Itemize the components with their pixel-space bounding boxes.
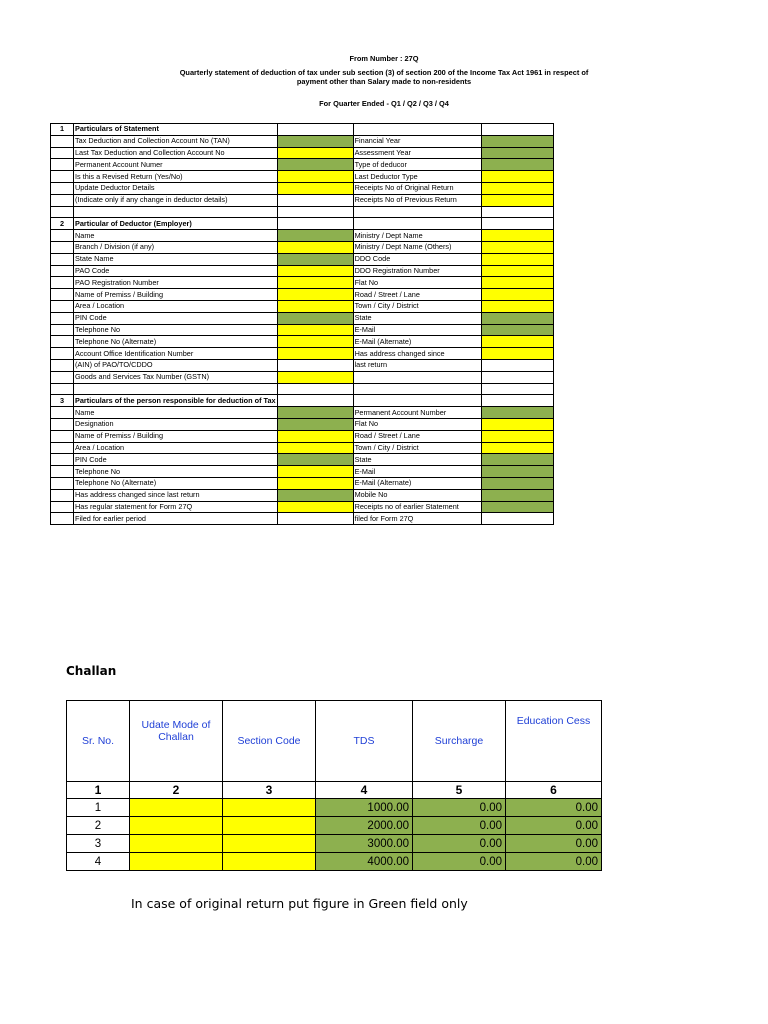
blank-row (51, 383, 554, 395)
field-label: (Indicate only if any change in deductor details) (74, 194, 278, 206)
blank-cell (353, 383, 481, 395)
field-label: Branch / Division (if any) (74, 241, 278, 253)
header-section-code: Section Code (223, 701, 316, 782)
field-label: Permanent Account Numer (74, 159, 278, 171)
form-row (51, 489, 554, 501)
field-input-cell[interactable] (277, 454, 353, 466)
blank-cell (353, 124, 481, 136)
field-label: Account Office Identification Number (74, 348, 278, 360)
tds-input[interactable]: 4000.00 (316, 853, 413, 871)
field-input-cell[interactable] (277, 489, 353, 501)
field-input-cell[interactable] (481, 324, 553, 336)
field-label: Town / City / District (353, 300, 481, 312)
challan-row (67, 817, 602, 835)
field-label: Name (74, 230, 278, 242)
row-number-cell (51, 348, 74, 360)
field-label: E-Mail (353, 324, 481, 336)
form-row (51, 371, 554, 383)
quarter-label: For Quarter Ended - Q1 / Q2 / Q3 / Q4 (319, 99, 449, 108)
form-number: From Number : 27Q (349, 54, 419, 63)
tds-input[interactable]: 2000.00 (316, 817, 413, 835)
row-number-cell (51, 289, 74, 301)
form-row (51, 182, 554, 194)
field-label: Town / City / District (353, 442, 481, 454)
education-cess-input[interactable]: 0.00 (506, 817, 602, 835)
field-label: PIN Code (74, 454, 278, 466)
field-input-cell[interactable] (481, 371, 553, 383)
row-number-cell (51, 407, 74, 419)
row-number-cell (51, 147, 74, 159)
field-input-cell[interactable] (481, 182, 553, 194)
field-input-cell[interactable] (277, 324, 353, 336)
field-label: DDO Registration Number (353, 265, 481, 277)
field-input-cell[interactable] (481, 359, 553, 371)
row-number-cell (51, 182, 74, 194)
field-input-cell[interactable] (277, 312, 353, 324)
field-input-cell[interactable] (277, 348, 353, 360)
header-update-mode: Udate Mode of Challan (130, 701, 223, 782)
blank-cell (481, 206, 553, 218)
blank-cell (481, 218, 553, 230)
field-label: Financial Year (353, 135, 481, 147)
section-number: 1 (51, 124, 74, 136)
tds-input[interactable]: 3000.00 (316, 835, 413, 853)
blank-cell (481, 383, 553, 395)
sr-no-cell: 1 (67, 799, 130, 817)
row-number-cell (51, 501, 74, 513)
blank-cell (277, 395, 353, 407)
challan-title: Challan (66, 664, 117, 678)
form-row (51, 230, 554, 242)
field-label: (AIN) of PAO/TO/CDDO (74, 359, 278, 371)
field-input-cell[interactable] (277, 418, 353, 430)
blank-cell (277, 218, 353, 230)
field-label: DDO Code (353, 253, 481, 265)
field-input-cell[interactable] (481, 336, 553, 348)
section-number: 2 (51, 218, 74, 230)
field-label: filed for Form 27Q (353, 513, 481, 525)
form-row (51, 477, 554, 489)
row-number-cell (51, 265, 74, 277)
row-number-cell (51, 418, 74, 430)
field-label: Type of deducor (353, 159, 481, 171)
challan-row (67, 853, 602, 871)
field-input-cell[interactable] (481, 501, 553, 513)
blank-row (51, 206, 554, 218)
challan-column-numbers (67, 782, 602, 799)
field-label: E-Mail (353, 466, 481, 478)
field-label: Goods and Services Tax Number (GSTN) (74, 371, 278, 383)
blank-cell (74, 383, 278, 395)
column-number: 6 (506, 782, 602, 799)
field-label (353, 371, 481, 383)
form-row (51, 241, 554, 253)
form-row (51, 418, 554, 430)
column-number: 5 (413, 782, 506, 799)
field-input-cell[interactable] (481, 466, 553, 478)
sr-no-cell: 2 (67, 817, 130, 835)
blank-cell (481, 124, 553, 136)
field-label: PAO Registration Number (74, 277, 278, 289)
field-input-cell[interactable] (277, 289, 353, 301)
section-code-input[interactable] (223, 853, 316, 871)
section-code-input[interactable] (223, 799, 316, 817)
update-mode-input[interactable] (130, 799, 223, 817)
row-number-cell (51, 513, 74, 525)
surcharge-input[interactable]: 0.00 (413, 853, 506, 871)
field-input-cell[interactable] (481, 418, 553, 430)
form-row (51, 513, 554, 525)
blank-cell (51, 383, 74, 395)
field-label: E-Mail (Alternate) (353, 477, 481, 489)
field-input-cell[interactable] (277, 359, 353, 371)
field-input-cell[interactable] (277, 253, 353, 265)
field-input-cell[interactable] (481, 407, 553, 419)
row-number-cell (51, 442, 74, 454)
tds-input[interactable]: 1000.00 (316, 799, 413, 817)
field-input-cell[interactable] (481, 135, 553, 147)
field-label: Permanent Account Number (353, 407, 481, 419)
form-row (51, 312, 554, 324)
field-input-cell[interactable] (481, 241, 553, 253)
form-row (51, 135, 554, 147)
row-number-cell (51, 253, 74, 265)
row-number-cell (51, 277, 74, 289)
header-tds: TDS (316, 701, 413, 782)
field-input-cell[interactable] (277, 135, 353, 147)
education-cess-input[interactable]: 0.00 (506, 853, 602, 871)
field-input-cell[interactable] (481, 489, 553, 501)
statement-form-table (50, 123, 554, 525)
header-sr-no: Sr. No. (67, 701, 130, 782)
challan-row (67, 835, 602, 853)
field-label: Ministry / Dept Name (Others) (353, 241, 481, 253)
row-number-cell (51, 359, 74, 371)
blank-cell (353, 206, 481, 218)
field-input-cell[interactable] (481, 171, 553, 183)
surcharge-input[interactable]: 0.00 (413, 835, 506, 853)
field-label: Filed for earlier period (74, 513, 278, 525)
field-label: Assessment Year (353, 147, 481, 159)
field-input-cell[interactable] (277, 501, 353, 513)
field-input-cell[interactable] (277, 194, 353, 206)
field-input-cell[interactable] (481, 253, 553, 265)
field-input-cell[interactable] (481, 454, 553, 466)
field-label: Has address changed since (353, 348, 481, 360)
field-input-cell[interactable] (277, 336, 353, 348)
field-label: last return (353, 359, 481, 371)
blank-cell (353, 395, 481, 407)
field-input-cell[interactable] (277, 300, 353, 312)
update-mode-input[interactable] (130, 835, 223, 853)
update-mode-input[interactable] (130, 853, 223, 871)
form-row (51, 194, 554, 206)
form-row (51, 348, 554, 360)
blank-cell (74, 206, 278, 218)
field-input-cell[interactable] (277, 513, 353, 525)
surcharge-input[interactable]: 0.00 (413, 817, 506, 835)
sr-no-cell: 4 (67, 853, 130, 871)
form-title-line2: payment other than Salary made to non-residents (296, 77, 472, 86)
form-row (51, 265, 554, 277)
field-label: Receipts No of Original Return (353, 182, 481, 194)
field-input-cell[interactable] (277, 159, 353, 171)
field-input-cell[interactable] (481, 230, 553, 242)
field-label: Receipts no of earlier Statement (353, 501, 481, 513)
form-row (51, 430, 554, 442)
form-row (51, 289, 554, 301)
field-input-cell[interactable] (481, 442, 553, 454)
row-number-cell (51, 489, 74, 501)
form-row (51, 359, 554, 371)
field-label: Designation (74, 418, 278, 430)
row-number-cell (51, 241, 74, 253)
field-label: State Name (74, 253, 278, 265)
field-label: Road / Street / Lane (353, 289, 481, 301)
row-number-cell (51, 466, 74, 478)
field-label: PIN Code (74, 312, 278, 324)
field-label: Name of Premiss / Building (74, 430, 278, 442)
field-input-cell[interactable] (481, 277, 553, 289)
field-input-cell[interactable] (481, 147, 553, 159)
field-label: Mobile No (353, 489, 481, 501)
form-row (51, 324, 554, 336)
form-row (51, 501, 554, 513)
form-row (51, 253, 554, 265)
field-input-cell[interactable] (481, 289, 553, 301)
field-label: Area / Location (74, 300, 278, 312)
form-row (51, 159, 554, 171)
form-row (51, 407, 554, 419)
field-label: Is this a Revised Return (Yes/No) (74, 171, 278, 183)
field-input-cell[interactable] (481, 159, 553, 171)
field-label: Update Deductor Details (74, 182, 278, 194)
sr-no-cell: 3 (67, 835, 130, 853)
section-title: Particulars of the person responsible for deduction of Tax (75, 395, 276, 405)
field-label: E-Mail (Alternate) (353, 336, 481, 348)
education-cess-input[interactable]: 0.00 (506, 835, 602, 853)
section-header-row (51, 395, 554, 407)
field-label: Telephone No (74, 466, 278, 478)
row-number-cell (51, 454, 74, 466)
blank-cell (353, 218, 481, 230)
blank-cell (481, 395, 553, 407)
row-number-cell (51, 430, 74, 442)
field-label: Name of Premiss / Building (74, 289, 278, 301)
challan-row (67, 799, 602, 817)
field-input-cell[interactable] (277, 430, 353, 442)
field-input-cell[interactable] (481, 430, 553, 442)
row-number-cell (51, 371, 74, 383)
field-input-cell[interactable] (481, 194, 553, 206)
blank-cell (277, 383, 353, 395)
field-input-cell[interactable] (277, 371, 353, 383)
field-input-cell[interactable] (481, 348, 553, 360)
field-input-cell[interactable] (277, 477, 353, 489)
field-label: Last Deductor Type (353, 171, 481, 183)
form-row (51, 454, 554, 466)
form-row (51, 171, 554, 183)
field-input-cell[interactable] (481, 265, 553, 277)
field-input-cell[interactable] (277, 147, 353, 159)
field-label: Telephone No (Alternate) (74, 336, 278, 348)
field-label: Tax Deduction and Collection Account No (TAN) (74, 135, 278, 147)
column-number: 2 (130, 782, 223, 799)
column-number: 4 (316, 782, 413, 799)
header-education-cess: Education Cess (506, 701, 602, 782)
surcharge-input[interactable]: 0.00 (413, 799, 506, 817)
form-row (51, 442, 554, 454)
field-input-cell[interactable] (277, 265, 353, 277)
row-number-cell (51, 336, 74, 348)
field-label: Telephone No (Alternate) (74, 477, 278, 489)
green-field-note: In case of original return put figure in Green field only (131, 896, 468, 911)
header-surcharge: Surcharge (413, 701, 506, 782)
field-label: State (353, 312, 481, 324)
row-number-cell (51, 477, 74, 489)
field-input-cell[interactable] (481, 300, 553, 312)
field-label: Receipts No of Previous Return (353, 194, 481, 206)
section-code-input[interactable] (223, 835, 316, 853)
field-input-cell[interactable] (277, 171, 353, 183)
field-input-cell[interactable] (277, 466, 353, 478)
challan-table (66, 700, 602, 871)
field-label: Last Tax Deduction and Collection Account No (74, 147, 278, 159)
form-row (51, 466, 554, 478)
row-number-cell (51, 300, 74, 312)
form-row (51, 300, 554, 312)
blank-cell (277, 124, 353, 136)
field-input-cell[interactable] (481, 312, 553, 324)
field-input-cell[interactable] (277, 182, 353, 194)
row-number-cell (51, 135, 74, 147)
field-input-cell[interactable] (277, 277, 353, 289)
form-title-line1: Quarterly statement of deduction of tax under sub section (3) of section 200 of the Income Tax Act 1961 in respect of (179, 68, 589, 77)
row-number-cell (51, 230, 74, 242)
column-number: 1 (67, 782, 130, 799)
field-label: Flat No (353, 277, 481, 289)
form-row (51, 147, 554, 159)
form-row (51, 277, 554, 289)
field-label: Ministry / Dept Name (353, 230, 481, 242)
section-header-row (51, 124, 554, 136)
field-label: Road / Street / Lane (353, 430, 481, 442)
update-mode-input[interactable] (130, 817, 223, 835)
row-number-cell (51, 171, 74, 183)
row-number-cell (51, 324, 74, 336)
row-number-cell (51, 159, 74, 171)
field-label: Has regular statement for Form 27Q (74, 501, 278, 513)
blank-cell (51, 206, 74, 218)
field-label: Telephone No (74, 324, 278, 336)
field-input-cell[interactable] (481, 477, 553, 489)
field-input-cell[interactable] (277, 407, 353, 419)
field-input-cell[interactable] (277, 442, 353, 454)
row-number-cell (51, 194, 74, 206)
challan-header-row (67, 701, 602, 782)
education-cess-input[interactable]: 0.00 (506, 799, 602, 817)
field-label: PAO Code (74, 265, 278, 277)
section-title: Particulars of Statement (74, 124, 278, 136)
field-label: Has address changed since last return (74, 489, 278, 501)
section-title: Particular of Deductor (Employer) (74, 218, 278, 230)
field-label: Area / Location (74, 442, 278, 454)
column-number: 3 (223, 782, 316, 799)
field-input-cell[interactable] (481, 513, 553, 525)
field-input-cell[interactable] (277, 230, 353, 242)
form-row (51, 336, 554, 348)
blank-cell (277, 206, 353, 218)
field-label: Name (74, 407, 278, 419)
field-input-cell[interactable] (277, 241, 353, 253)
section-header-row (51, 218, 554, 230)
field-label: State (353, 454, 481, 466)
field-label: Flat No (353, 418, 481, 430)
section-code-input[interactable] (223, 817, 316, 835)
row-number-cell (51, 312, 74, 324)
section-number: 3 (51, 395, 74, 407)
